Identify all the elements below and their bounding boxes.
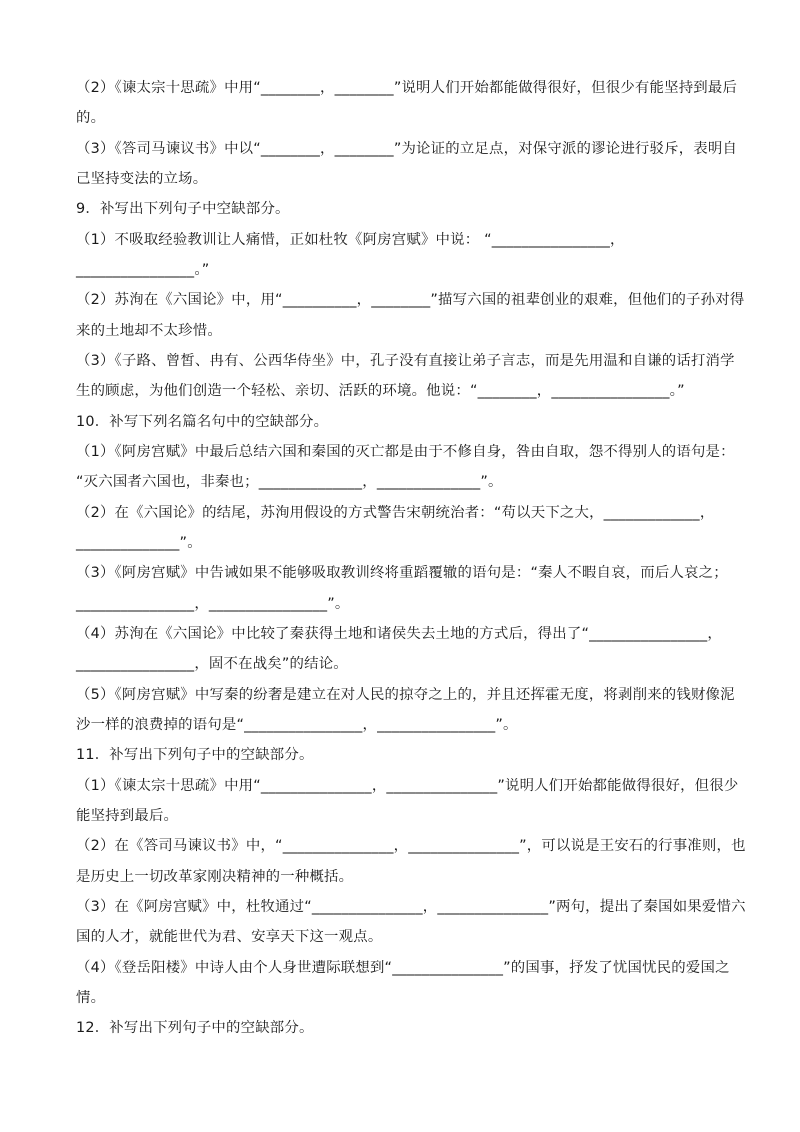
question-9-3-line2: 生的顾虑，为他们创造一个轻松、亲切、活跃的环境。他说：“________，________________。” (76, 383, 685, 399)
question-10-5-line1: （5）《阿房宫赋》中写秦的纷奢是建立在对人民的掠夺之上的，并且还挥霍无度，将剥削来的钱财像泥 (76, 687, 735, 703)
question-9-1-line1: （1）不吸取经验教训让人痛惜，正如杜牧《阿房宫赋》中说： “________________， (76, 232, 625, 248)
question-9-3-line1: （3）《子路、曾皙、冉有、公西华侍坐》中，孔子没有直接让弟子言志，而是先用温和自谦的话打消学 (76, 353, 735, 369)
question-10-1-line1: （1）《阿房宫赋》中最后总结六国和秦国的灭亡都是由于不修自身，咎由自取，怨不得别人的语句是： (76, 444, 735, 460)
question-11-2-line2: 是历史上一切改革家刚决精神的一种概括。 (76, 869, 354, 885)
question-11-1-line1: （1）《谏太宗十思疏》中用“_______________，_______________”说明人们开始都能做得很好，但很少 (76, 778, 739, 794)
question-9-2-line2: 来的土地却不太珍惜。 (76, 323, 222, 339)
question-11-3-line2: 国的人才，就能世代为君、安享天下这一观点。 (76, 929, 383, 945)
question-9-2-line1: （2）苏洵在《六国论》中，用“__________，________”描写六国的祖辈创业的艰难，但他们的子孙对得 (76, 292, 745, 308)
question-8-2-line1: （2）《谏太宗十思疏》中用“________，________”说明人们开始都能做得很好，但很少有能坚持到最后 (76, 80, 738, 96)
question-11-1-line2: 能坚持到最后。 (76, 808, 179, 824)
question-10-3-line1: （3）《阿房宫赋》中告诫如果不能够吸取教训终将重蹈覆辙的语句是：“秦人不暇自哀，而后人哀之； (76, 565, 728, 581)
question-10-1-line2: “灭六国者六国也，非秦也；______________，______________”。 (76, 474, 503, 490)
question-12-heading: 12．补写出下列句子中的空缺部分。 (76, 1020, 314, 1036)
question-10-2-line1: （2）在《六国论》的结尾，苏洵用假设的方式警告宋朝统治者：“苟以天下之大，_____________， (76, 505, 715, 521)
question-10-2-line2: ______________”。 (76, 535, 202, 551)
question-11-heading: 11．补写出下列句子中的空缺部分。 (76, 747, 314, 763)
question-9-1-line2: ________________。” (76, 262, 210, 278)
question-11-4-line2: 情。 (76, 990, 106, 1006)
question-11-3-line1: （3）在《阿房宫赋》中，杜牧通过“_______________，_______________”两句，提出了秦国如果爱惜六 (76, 899, 746, 915)
question-9-heading: 9．补写出下列句子中空缺部分。 (76, 201, 290, 217)
question-10-5-line2: 沙一样的浪费掉的语句是“________________，________________”。 (76, 717, 518, 733)
question-11-2-line1: （2）在《答司马谏议书》中，“_______________，_______________”，可以说是王安石的行事准则，也 (76, 838, 746, 854)
question-10-4-line2: ________________，固不在战矣”的结论。 (76, 656, 348, 672)
question-10-4-line1: （4）苏洵在《六国论》中比较了秦获得土地和诸侯失去土地的方式后，得出了“________________， (76, 626, 723, 642)
question-8-3-line2: 己坚持变法的立场。 (76, 171, 208, 187)
question-10-heading: 10．补写下列名篇名句中的空缺部分。 (76, 414, 329, 430)
question-11-4-line1: （4）《登岳阳楼》中诗人由个人身世遭际联想到“_______________”的国事，抒发了忧国忧民的爱国之 (76, 960, 730, 976)
question-10-3-line2: ________________，________________”。 (76, 596, 350, 612)
question-8-3-line1: （3）《答司马谏议书》中以“________，________”为论证的立足点，对保守派的谬论进行驳斥，表明自 (76, 141, 738, 157)
question-8-2-line2: 的。 (76, 110, 106, 126)
